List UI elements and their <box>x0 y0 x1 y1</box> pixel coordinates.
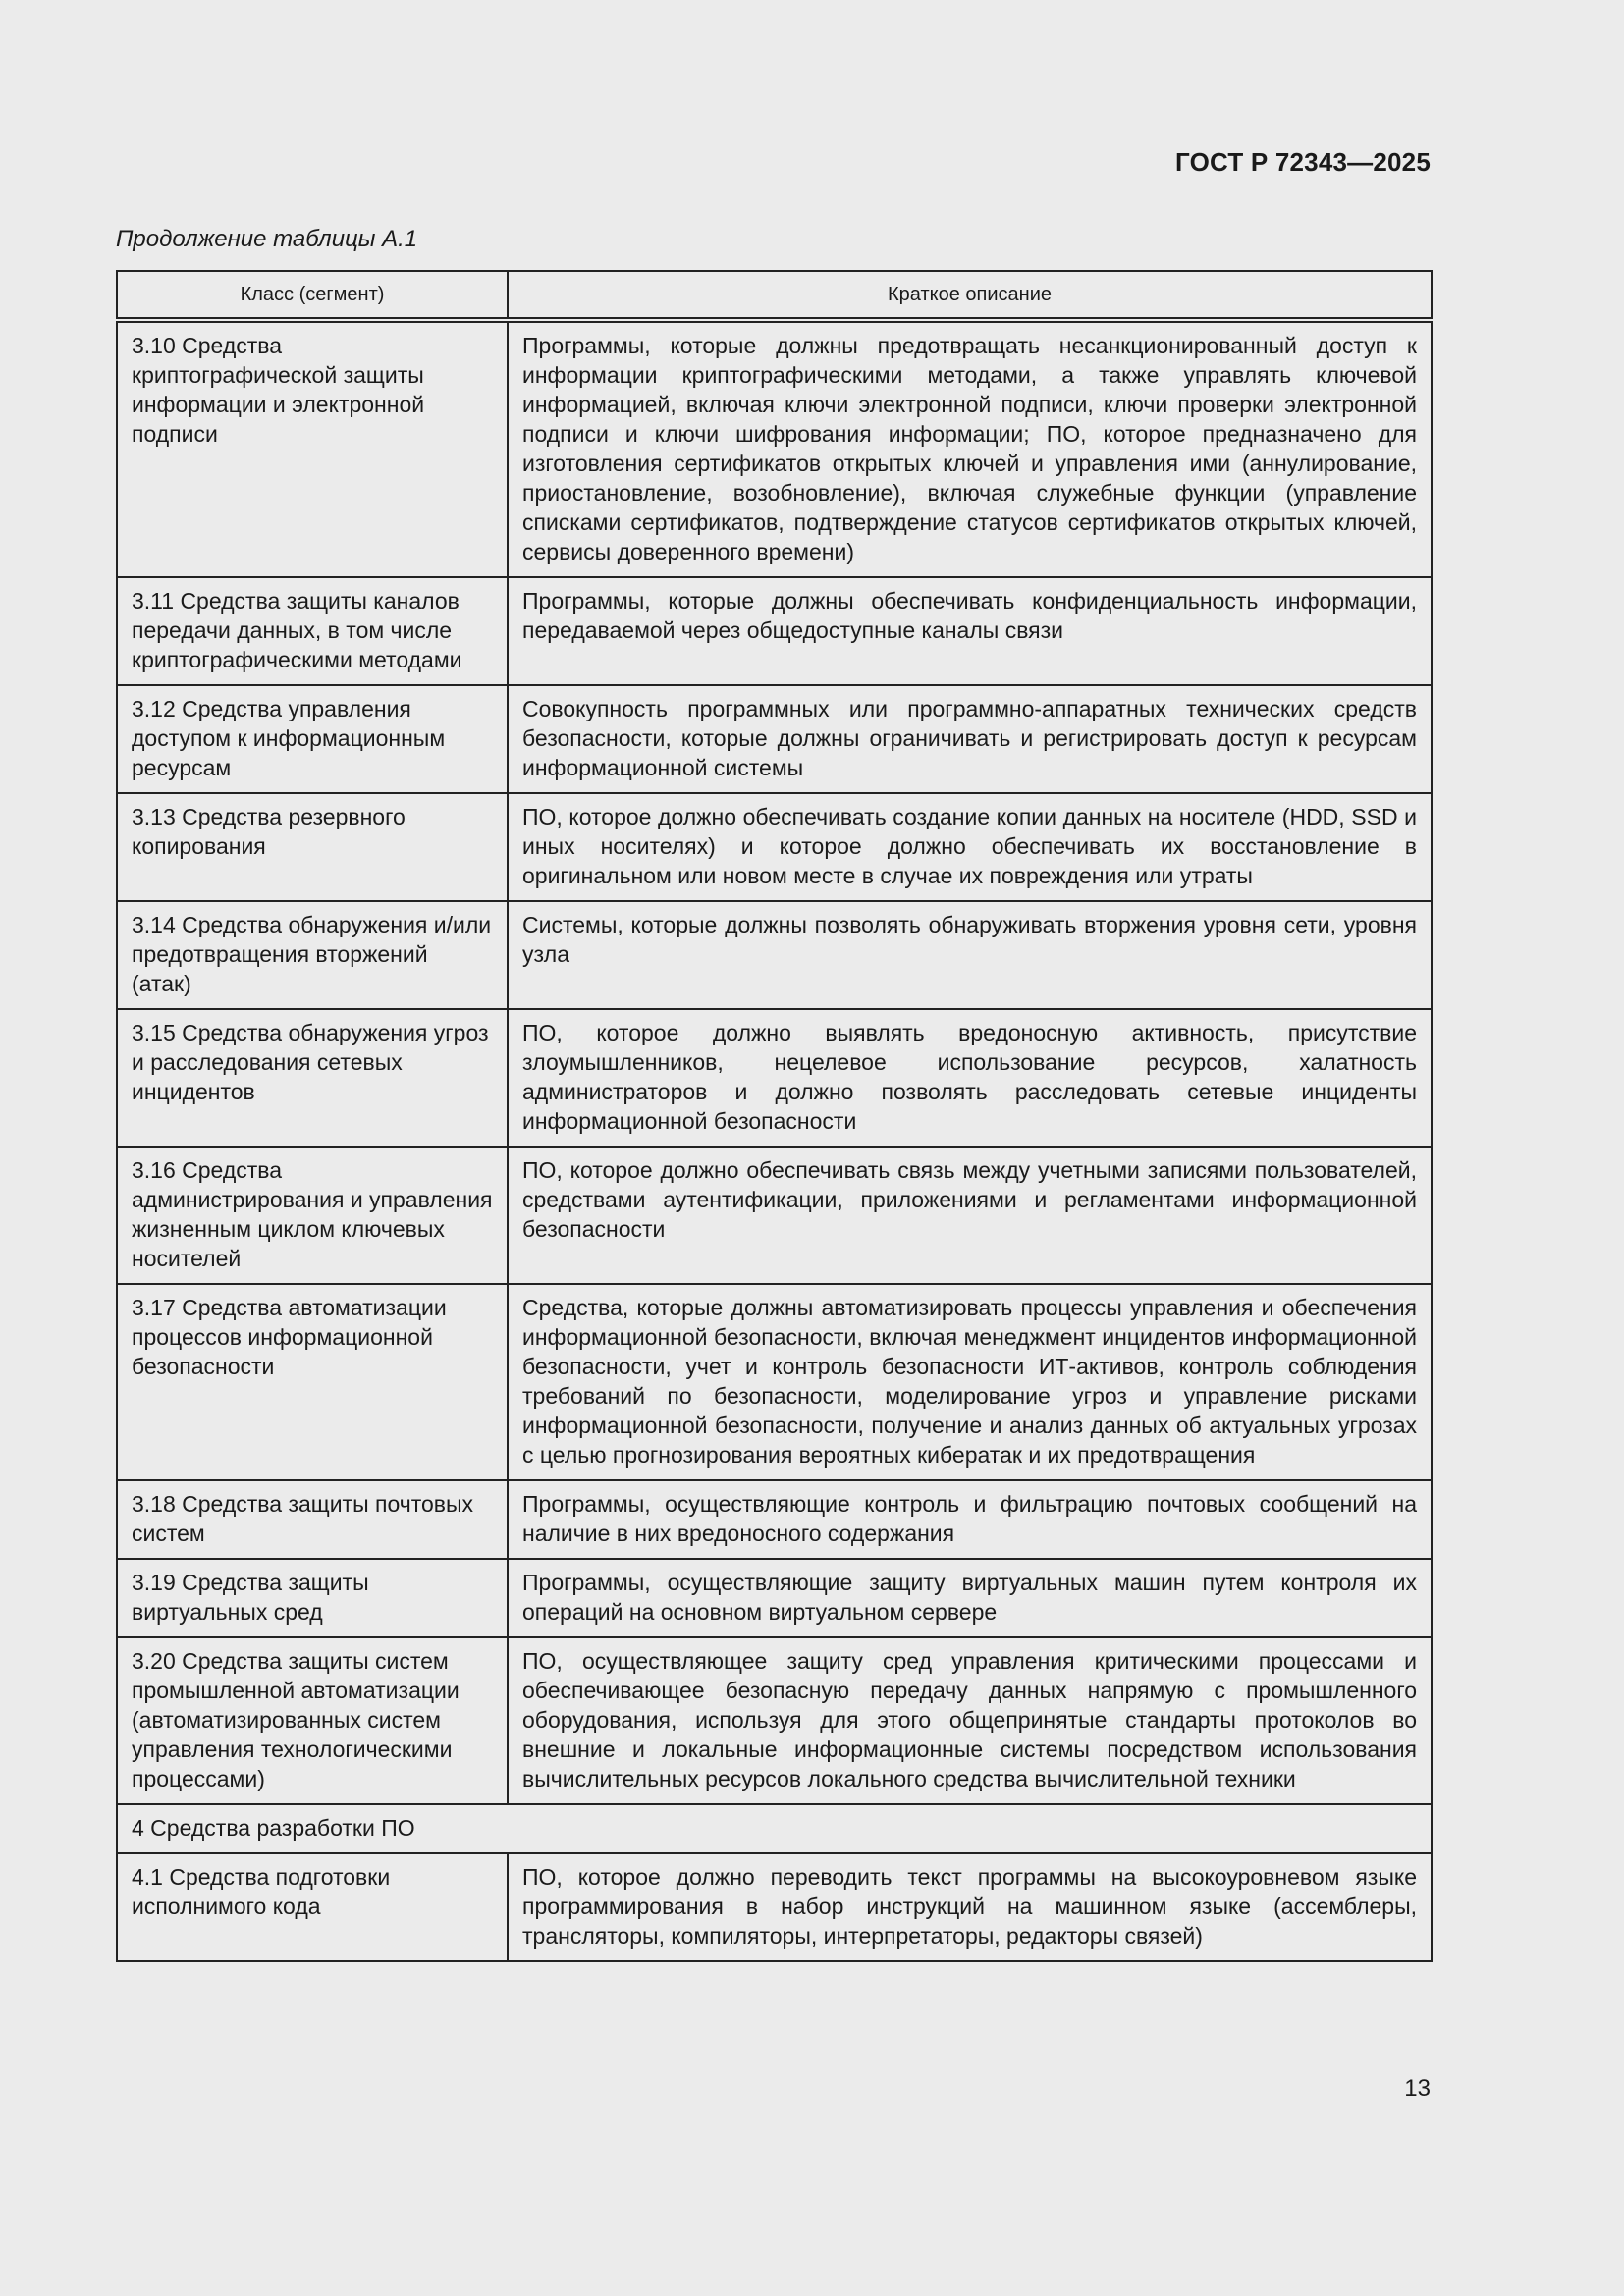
description-cell: ПО, которое должно переводить текст программы на высокоуровневом языке программирования в набор инструкций на машинном языке (ассемблеры, трансляторы, компиляторы, интерпретаторы, редакторы связей) <box>508 1853 1432 1961</box>
table-row <box>117 577 1432 685</box>
description-cell: Средства, которые должны автоматизировать процессы управления и обеспечения информационной безопасности, включая менеджмент инцидентов информационной безопасности, учет и контроль безопасности ИТ-активов, контроль соблюдения требований по безопасности, моделирование угроз и управление рисками информационной безопасности, получение и анализ данных об актуальных угрозах с целью прогнозирования вероятных кибератак и их предотвращения <box>508 1284 1432 1480</box>
description-cell: Программы, которые должны обеспечивать конфиденциальность информации, передаваемой через общедоступные каналы связи <box>508 577 1432 685</box>
class-cell: 3.20 Средства защиты систем промышленной автоматизации (автоматизированных систем управления технологическими процессами) <box>117 1637 508 1804</box>
page-number: 13 <box>1404 2075 1431 2102</box>
class-cell: 3.15 Средства обнаружения угроз и расследования сетевых инцидентов <box>117 1009 508 1147</box>
table-row <box>117 1147 1432 1284</box>
description-cell: ПО, осуществляющее защиту сред управления критическими процессами и обеспечивающее безопасную передачу данных напрямую с промышленного оборудования, используя для этого общепринятые стандарты протоколов во внешние и локальные информационные системы посредством использования вычислительных ресурсов локального средства вычислительной техники <box>508 1637 1432 1804</box>
table-row <box>117 320 1432 577</box>
column-header-class: Класс (сегмент) <box>117 271 508 320</box>
description-cell: Совокупность программных или программно-аппаратных технических средств безопасности, которые должны ограничивать и регистрировать доступ к ресурсам информационной системы <box>508 685 1432 793</box>
class-cell: 3.16 Средства администрирования и управления жизненным циклом ключевых носителей <box>117 1147 508 1284</box>
description-cell: ПО, которое должно выявлять вредоносную активность, присутствие злоумышленников, нецелевое использование ресурсов, халатность администраторов и должно позволять расследовать сетевые инциденты информационной безопасности <box>508 1009 1432 1147</box>
table-row <box>117 1284 1432 1480</box>
table-caption: Продолжение таблицы А.1 <box>116 226 418 252</box>
class-cell: 3.19 Средства защиты виртуальных сред <box>117 1559 508 1637</box>
table-row <box>117 1009 1432 1147</box>
description-cell: Программы, которые должны предотвращать несанкционированный доступ к информации криптографическими методами, а также управлять ключевой информацией, включая ключи электронной подписи, ключи проверки электронной подписи и ключи шифрования информации; ПО, которое предназначено для изготовления сертификатов открытых ключей и управления ими (аннулирование, приостановление, возобновление), включая служебные функции (управление списками сертификатов, подтверждение статусов сертификатов открытых ключей, сервисы доверенного времени) <box>508 320 1432 577</box>
class-cell: 3.14 Средства обнаружения и/или предотвращения вторжений (атак) <box>117 901 508 1009</box>
table-row <box>117 685 1432 793</box>
description-cell: Программы, осуществляющие контроль и фильтрацию почтовых сообщений на наличие в них вредоносного содержания <box>508 1480 1432 1559</box>
class-cell: 3.10 Средства криптографической защиты информации и электронной подписи <box>117 320 508 577</box>
class-cell: 3.12 Средства управления доступом к информационным ресурсам <box>117 685 508 793</box>
class-cell: 3.13 Средства резервного копирования <box>117 793 508 901</box>
description-cell: ПО, которое должно обеспечивать связь между учетными записями пользователей, средствами аутентификации, приложениями и регламентами информационной безопасности <box>508 1147 1432 1284</box>
section-row <box>117 1804 1432 1853</box>
table-row <box>117 1480 1432 1559</box>
class-cell: 3.18 Средства защиты почтовых систем <box>117 1480 508 1559</box>
table-row <box>117 1559 1432 1637</box>
class-cell: 3.11 Средства защиты каналов передачи данных, в том числе криптографическими методами <box>117 577 508 685</box>
document-code: ГОСТ Р 72343—2025 <box>1175 147 1431 177</box>
table-header-row <box>117 271 1432 320</box>
description-cell: ПО, которое должно обеспечивать создание копии данных на носителе (HDD, SSD и иных носителях) и которое должно обеспечивать их восстановление в оригинальном или новом месте в случае их повреждения или утраты <box>508 793 1432 901</box>
class-cell: 4.1 Средства подготовки исполнимого кода <box>117 1853 508 1961</box>
description-cell: Программы, осуществляющие защиту виртуальных машин путем контроля их операций на основном виртуальном сервере <box>508 1559 1432 1637</box>
description-cell: Системы, которые должны позволять обнаруживать вторжения уровня сети, уровня узла <box>508 901 1432 1009</box>
table-row <box>117 1637 1432 1804</box>
table-row <box>117 1853 1432 1961</box>
class-cell: 3.17 Средства автоматизации процессов информационной безопасности <box>117 1284 508 1480</box>
column-header-description: Краткое описание <box>508 271 1432 320</box>
table-row <box>117 793 1432 901</box>
section-heading-cell: 4 Средства разработки ПО <box>117 1804 1432 1853</box>
classification-table <box>116 270 1433 1962</box>
table-row <box>117 901 1432 1009</box>
